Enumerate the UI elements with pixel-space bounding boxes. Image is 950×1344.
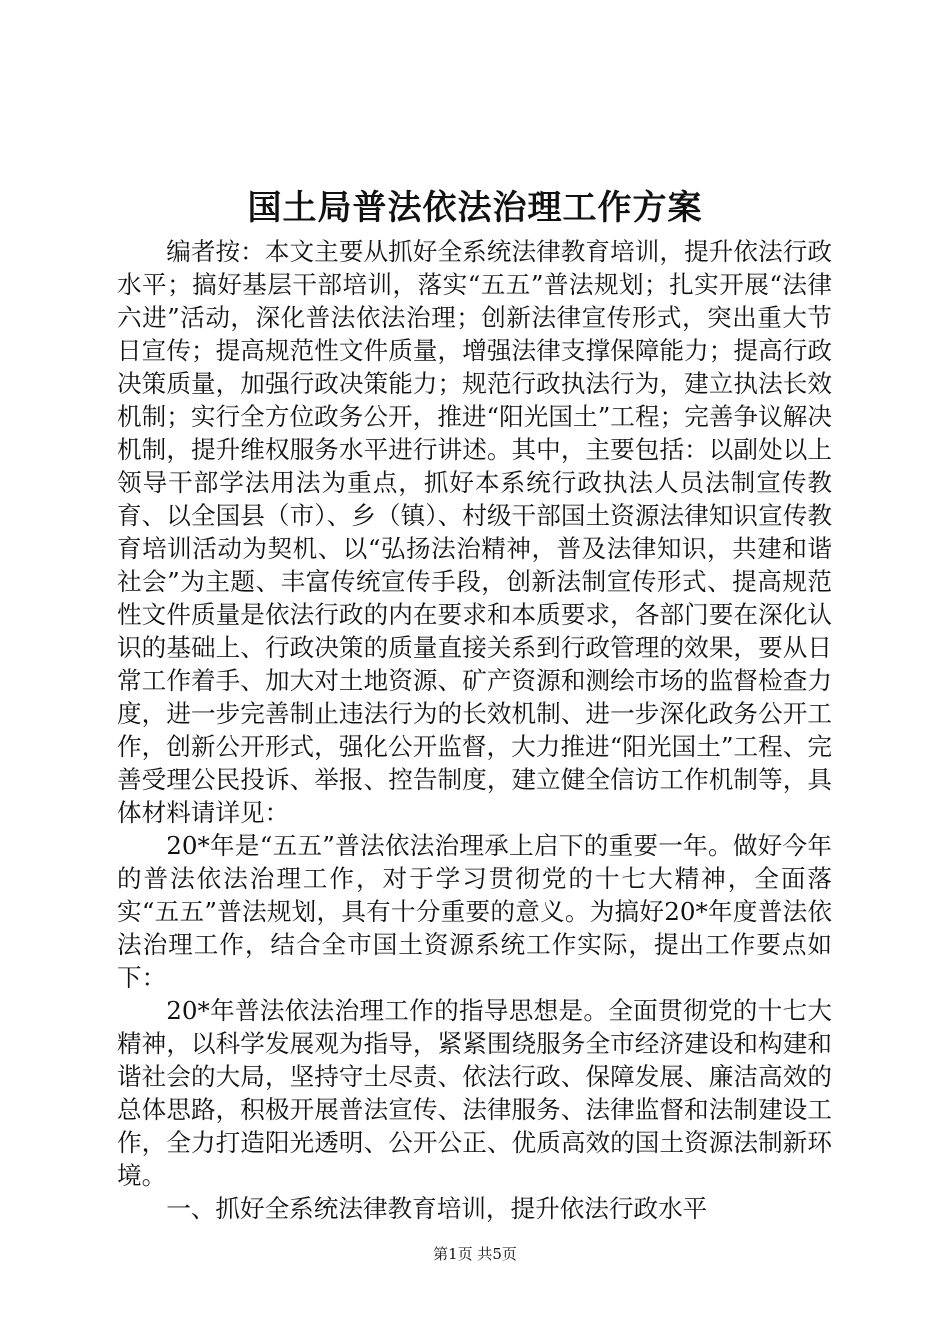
document-body — [117, 235, 832, 1225]
body-paragraph: 20*年普法依法治理工作的指导思想是。全面贯彻党的十七大精神，以科学发展观为指导，紧紧围绕服务全市经济建设和构建和谐社会的大局，坚持守土尽责、依法行政、保障发展、廉洁高效的总体思路，积极开展普法宣传、法律服务、法律监督和法制建设工作，全力打造阳光透明、公开公正、优质高效的国土资源法制新环境。 — [117, 996, 832, 1190]
section-heading: 一、抓好全系统法律教育培训，提升依法行政水平 — [166, 1194, 708, 1223]
body-paragraph: 20*年是“五五”普法依法治理承上启下的重要一年。做好今年的普法依法治理工作，对于学习贯彻党的十七大精神，全面落实“五五”普法规划，具有十分重要的意义。为搞好20*年度普法依法治理工作，结合全市国土资源系统工作实际，提出工作要点如下： — [117, 831, 832, 992]
editor-note-paragraph: 编者按：本文主要从抓好全系统法律教育培训，提升依法行政水平；搞好基层干部培训，落实“五五”普法规划；扎实开展“法律六进”活动，深化普法依法治理；创新法律宣传形式，突出重大节日宣传；提高规范性文件质量，增强法律支撑保障能力；提高行政决策质量，加强行政决策能力；规范行政执法行为，建立执法长效机制；实行全方位政务公开，推进“阳光国土”工程；完善争议解决机制，提升维权服务水平进行讲述。其中，主要包括：以副处以上领导干部学法用法为重点，抓好本系统行政执法人员法制宣传教育、以全国县（市）、乡（镇）、村级干部国土资源法律知识宣传教育培训活动为契机、以“弘扬法治精神，普及法律知识，共建和谐社会”为主题、丰富传统宣传手段，创新法制宣传形式、提高规范性文件质量是依法行政的内在要求和本质要求，各部门要在深化认识的基础上、行政决策的质量直接关系到行政管理的效果，要从日常工作着手、加大对土地资源、矿产资源和测绘市场的监督检查力度，进一步完善制止违法行为的长效机制、进一步深化政务公开工作，创新公开形式，强化公开监督，大力推进“阳光国土”工程、完善受理公民投诉、举报、控告制度，建立健全信访工作机制等，具体材料请详见： — [117, 237, 832, 827]
page-footer: 第1页 共5页 — [433, 1245, 517, 1263]
document-title: 国土局普法依法治理工作方案 — [247, 188, 703, 228]
